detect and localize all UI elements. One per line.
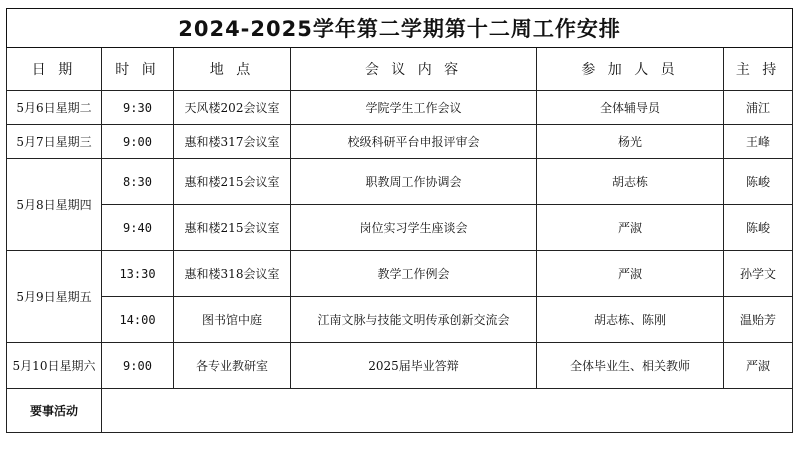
cell-place: 惠和楼215会议室: [174, 159, 291, 205]
cell-date: 5月7日星期三: [7, 125, 102, 159]
cell-attendees: 全体辅导员: [537, 91, 724, 125]
cell-date: 5月10日星期六: [7, 343, 102, 389]
notes-row: [7, 389, 793, 433]
cell-content: 岗位实习学生座谈会: [291, 205, 537, 251]
cell-host: 浦江: [724, 91, 793, 125]
cell-time: 13:30: [102, 251, 174, 297]
cell-attendees: 严淑: [537, 205, 724, 251]
cell-date: 5月6日星期二: [7, 91, 102, 125]
header-time: 时 间: [102, 48, 174, 91]
cell-time: 9:00: [102, 343, 174, 389]
cell-attendees: 严淑: [537, 251, 724, 297]
cell-place: 惠和楼215会议室: [174, 205, 291, 251]
cell-attendees: 胡志栋: [537, 159, 724, 205]
cell-content: 校级科研平台申报评审会: [291, 125, 537, 159]
cell-content: 教学工作例会: [291, 251, 537, 297]
table-row: [7, 251, 793, 297]
cell-time: 9:40: [102, 205, 174, 251]
table-row: [7, 343, 793, 389]
header-date: 日 期: [7, 48, 102, 91]
cell-place: 惠和楼318会议室: [174, 251, 291, 297]
header-content: 会 议 内 容: [291, 48, 537, 91]
cell-content: 学院学生工作会议: [291, 91, 537, 125]
cell-time: 8:30: [102, 159, 174, 205]
header-attendees: 参 加 人 员: [537, 48, 724, 91]
notes-value: [102, 389, 793, 433]
cell-content: 职教周工作协调会: [291, 159, 537, 205]
table-row: [7, 205, 793, 251]
cell-date: 5月8日星期四: [7, 159, 102, 251]
header-row: [7, 48, 793, 91]
cell-host: 陈峻: [724, 159, 793, 205]
cell-host: 陈峻: [724, 205, 793, 251]
table-row: [7, 91, 793, 125]
cell-time: 9:00: [102, 125, 174, 159]
table-row: [7, 125, 793, 159]
cell-content: 2025届毕业答辩: [291, 343, 537, 389]
cell-attendees: 杨光: [537, 125, 724, 159]
cell-time: 14:00: [102, 297, 174, 343]
cell-place: 图书馆中庭: [174, 297, 291, 343]
cell-host: 孙学文: [724, 251, 793, 297]
table-row: [7, 297, 793, 343]
cell-host: 严淑: [724, 343, 793, 389]
cell-attendees: 全体毕业生、相关教师: [537, 343, 724, 389]
page-title: 2024-2025学年第二学期第十二周工作安排: [7, 9, 793, 48]
schedule-table: [6, 8, 793, 433]
table-row: [7, 159, 793, 205]
cell-date: 5月9日星期五: [7, 251, 102, 343]
cell-place: 惠和楼317会议室: [174, 125, 291, 159]
notes-label: 要事活动: [7, 389, 102, 433]
cell-place: 天风楼202会议室: [174, 91, 291, 125]
header-place: 地 点: [174, 48, 291, 91]
cell-host: 王峰: [724, 125, 793, 159]
schedule-sheet: [6, 8, 792, 452]
cell-place: 各专业教研室: [174, 343, 291, 389]
cell-time: 9:30: [102, 91, 174, 125]
cell-host: 温贻芳: [724, 297, 793, 343]
cell-content: 江南文脉与技能文明传承创新交流会: [291, 297, 537, 343]
header-host: 主 持: [724, 48, 793, 91]
cell-attendees: 胡志栋、陈刚: [537, 297, 724, 343]
